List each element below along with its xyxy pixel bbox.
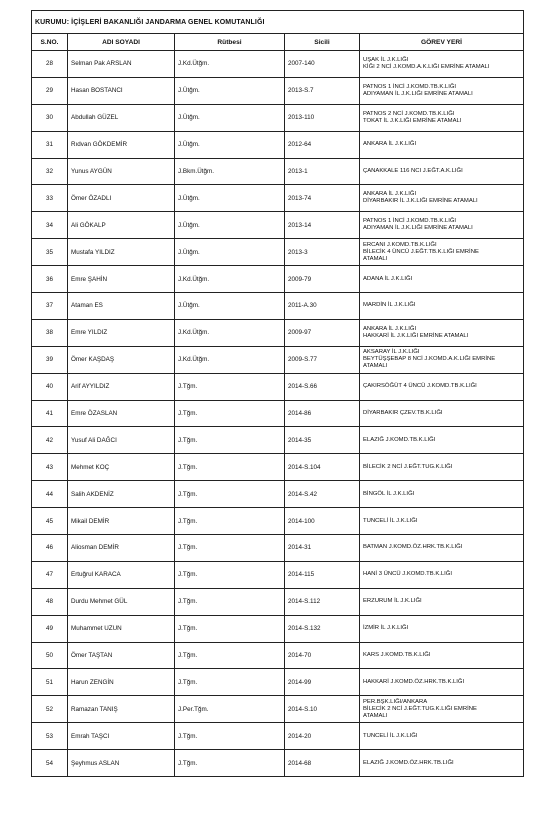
table-row — [32, 185, 524, 212]
row-name: Yusuf Ali DAĞCI — [68, 427, 175, 454]
row-sno: 40 — [32, 373, 68, 400]
row-sicil: 2014-100 — [285, 508, 360, 535]
row-name: Ertuğrul KARACA — [68, 561, 175, 588]
row-sno: 42 — [32, 427, 68, 454]
row-sicil: 2013-3 — [285, 239, 360, 266]
row-gorev-yeri — [360, 723, 524, 750]
row-rank: J.Tğm. — [175, 588, 285, 615]
gorev-yeri-line: BİLECİK 2 NCİ J.EĞT.TUG.K.LIĞI — [363, 463, 453, 470]
row-sno: 34 — [32, 212, 68, 239]
gorev-yeri-line: DİYARBAKIR ÇZEV.TB.K.LIĞI — [363, 410, 443, 417]
row-sno: 53 — [32, 723, 68, 750]
row-sno: 50 — [32, 642, 68, 669]
row-sno: 30 — [32, 104, 68, 131]
gorev-yeri-line: ADIYAMAN İL J.K.LIĞI EMRİNE ATAMALI — [363, 90, 473, 97]
row-name: Durdu Mehmet GÜL — [68, 588, 175, 615]
row-name: Ömer KAŞDAŞ — [68, 346, 175, 373]
gorev-yeri-line: ERCANI J.KOMD.TB.K.LIĞI — [363, 241, 437, 248]
row-sno: 49 — [32, 615, 68, 642]
row-name: Hasan BOSTANCI — [68, 77, 175, 104]
row-rank: J.Ütğm. — [175, 185, 285, 212]
table-row — [32, 669, 524, 696]
row-name: Salih AKDENİZ — [68, 481, 175, 508]
table-row — [32, 131, 524, 158]
row-sno: 28 — [32, 51, 68, 78]
column-header-sicil: Sicili — [285, 34, 360, 51]
row-rank: J.Tğm. — [175, 535, 285, 562]
row-gorev-yeri — [360, 696, 524, 723]
row-rank: J.Kd.Ütğm. — [175, 319, 285, 346]
row-sno: 37 — [32, 293, 68, 320]
row-rank: J.Ütğm. — [175, 212, 285, 239]
row-gorev-yeri — [360, 266, 524, 293]
row-gorev-yeri — [360, 77, 524, 104]
gorev-yeri-line: ANKARA İL J.K.LIĞI — [363, 191, 417, 198]
row-gorev-yeri — [360, 131, 524, 158]
row-gorev-yeri — [360, 400, 524, 427]
row-sicil: 2007-140 — [285, 51, 360, 78]
row-name: Emrah TAŞCI — [68, 723, 175, 750]
gorev-yeri-line: KİĞI 2 NCİ J.KOMD.A.K.LIĞI EMRİNE ATAMALI — [363, 63, 490, 70]
row-name: Abdullah GÜZEL — [68, 104, 175, 131]
gorev-yeri-line: HAKKARİ J.KOMD.ÖZ.HRK.TB.K.LIĞI — [363, 678, 465, 685]
row-rank: J.Tğm. — [175, 481, 285, 508]
row-rank: J.Bkm.Ütğm. — [175, 158, 285, 185]
row-name: Mikail DEMİR — [68, 508, 175, 535]
row-sno: 48 — [32, 588, 68, 615]
gorev-yeri-line: İZMİR İL J.K.LIĞI — [363, 625, 409, 632]
row-gorev-yeri — [360, 212, 524, 239]
row-name: Yunus AYGÜN — [68, 158, 175, 185]
row-rank: J.Tğm. — [175, 454, 285, 481]
row-gorev-yeri — [360, 104, 524, 131]
row-sno: 38 — [32, 319, 68, 346]
row-sicil: 2014-99 — [285, 669, 360, 696]
row-sno: 32 — [32, 158, 68, 185]
row-gorev-yeri — [360, 51, 524, 78]
row-name: Ali GÖKALP — [68, 212, 175, 239]
table-row — [32, 481, 524, 508]
row-name: Muhammet UZUN — [68, 615, 175, 642]
row-sicil: 2014-S.132 — [285, 615, 360, 642]
gorev-yeri-line: UŞAK İL J.K.LIĞI — [363, 56, 409, 63]
row-gorev-yeri — [360, 158, 524, 185]
row-gorev-yeri — [360, 319, 524, 346]
row-sno: 54 — [32, 750, 68, 777]
table-row — [32, 266, 524, 293]
row-gorev-yeri — [360, 750, 524, 777]
document-sheet — [31, 10, 523, 777]
row-name: Rıdvan GÖKDEMİR — [68, 131, 175, 158]
row-sno: 36 — [32, 266, 68, 293]
row-rank: J.Tğm. — [175, 427, 285, 454]
personnel-table — [31, 10, 524, 777]
row-sicil: 2014-70 — [285, 642, 360, 669]
row-name: Ömer TAŞTAN — [68, 642, 175, 669]
row-sicil: 2014-S.42 — [285, 481, 360, 508]
row-sicil: 2009-97 — [285, 319, 360, 346]
row-rank: J.Tğm. — [175, 373, 285, 400]
row-sno: 43 — [32, 454, 68, 481]
row-rank: J.Ütğm. — [175, 77, 285, 104]
row-sno: 46 — [32, 535, 68, 562]
row-name: Mustafa YILDIZ — [68, 239, 175, 266]
gorev-yeri-line: ADANA İL J.K.LIĞI — [363, 275, 413, 282]
row-sno: 33 — [32, 185, 68, 212]
row-sicil: 2013-1 — [285, 158, 360, 185]
table-row — [32, 158, 524, 185]
gorev-yeri-line: ANKARA İL J.K.LIĞI — [363, 325, 417, 332]
row-sicil: 2009-S.77 — [285, 346, 360, 373]
column-header-rank: Rütbesi — [175, 34, 285, 51]
row-gorev-yeri — [360, 293, 524, 320]
institution-title: KURUMU: İÇİŞLERİ BAKANLIĞI JANDARMA GENEL KOMUTANLIĞI — [32, 11, 524, 34]
row-sno: 51 — [32, 669, 68, 696]
row-gorev-yeri — [360, 642, 524, 669]
table-row — [32, 750, 524, 777]
table-row — [32, 696, 524, 723]
row-sicil: 2013-74 — [285, 185, 360, 212]
gorev-yeri-line: ELAZIĞ J.KOMD.ÖZ.HRK.TB.LIĞI — [363, 759, 454, 766]
row-sicil: 2011-A.30 — [285, 293, 360, 320]
row-sno: 41 — [32, 400, 68, 427]
row-sno: 35 — [32, 239, 68, 266]
row-rank: J.Tğm. — [175, 750, 285, 777]
row-gorev-yeri — [360, 561, 524, 588]
table-row — [32, 561, 524, 588]
row-sicil: 2014-S.112 — [285, 588, 360, 615]
row-sicil: 2014-S.10 — [285, 696, 360, 723]
row-rank: J.Tğm. — [175, 561, 285, 588]
table-row — [32, 104, 524, 131]
gorev-yeri-line: DİYARBAKIR İL J.K.LIĞI EMRİNE ATAMALI — [363, 198, 478, 205]
row-sicil: 2014-S.66 — [285, 373, 360, 400]
table-row — [32, 723, 524, 750]
row-name: Emre ŞAHİN — [68, 266, 175, 293]
gorev-yeri-line: ATAMALI — [363, 255, 388, 262]
table-row — [32, 212, 524, 239]
gorev-yeri-line: HANİ 3 ÜNCÜ J.KOMD.TB.K.LIĞI — [363, 571, 453, 578]
row-gorev-yeri — [360, 427, 524, 454]
row-name: Ramazan TANIŞ — [68, 696, 175, 723]
gorev-yeri-line: TUNCELİ İL J.K.LIĞI — [363, 517, 418, 524]
row-name: Harun ZENGİN — [68, 669, 175, 696]
table-row — [32, 319, 524, 346]
row-rank: J.Tğm. — [175, 723, 285, 750]
gorev-yeri-line: ÇAKIRSÖĞÜT 4 ÜNCÜ J.KOMD.TB.K.LIĞI — [363, 383, 477, 390]
row-name: Arif AYYILDIZ — [68, 373, 175, 400]
gorev-yeri-line: PATNOS 1 İNCİ J.KOMD.TB.K.LIĞI — [363, 218, 457, 225]
gorev-yeri-line: BATMAN J.KOMD.ÖZ.HRK.TB.K.LIĞI — [363, 544, 463, 551]
row-rank: J.Ütğm. — [175, 131, 285, 158]
gorev-yeri-line: KARS J.KOMD.TB.K.LIĞI — [363, 652, 431, 659]
row-gorev-yeri — [360, 454, 524, 481]
row-sicil: 2014-S.104 — [285, 454, 360, 481]
row-sno: 29 — [32, 77, 68, 104]
row-sno: 31 — [32, 131, 68, 158]
gorev-yeri-line: MARDİN İL J.K.LIĞI — [363, 302, 416, 309]
row-rank: J.Tğm. — [175, 400, 285, 427]
row-sno: 45 — [32, 508, 68, 535]
row-sno: 39 — [32, 346, 68, 373]
row-rank: J.Ütğm. — [175, 293, 285, 320]
gorev-yeri-line: PATNOS 2 NCİ J.KOMD.TB.K.LIĞI — [363, 110, 455, 117]
table-row — [32, 51, 524, 78]
row-rank: J.Tğm. — [175, 508, 285, 535]
row-rank: J.Kd.Ütğm. — [175, 346, 285, 373]
gorev-yeri-line: TUNCELİ İL J.K.LIĞI — [363, 732, 418, 739]
row-gorev-yeri — [360, 346, 524, 373]
row-sicil: 2014-86 — [285, 400, 360, 427]
column-header-sno: S.NO. — [32, 34, 68, 51]
row-gorev-yeri — [360, 481, 524, 508]
row-sno: 47 — [32, 561, 68, 588]
row-gorev-yeri — [360, 588, 524, 615]
row-sno: 44 — [32, 481, 68, 508]
row-sicil: 2014-20 — [285, 723, 360, 750]
row-name: Mehmet KOÇ — [68, 454, 175, 481]
table-row — [32, 588, 524, 615]
row-sicil: 2014-68 — [285, 750, 360, 777]
row-sicil: 2013-S.7 — [285, 77, 360, 104]
gorev-yeri-line: AKSARAY İL J.K.LIĞI — [363, 349, 420, 356]
row-gorev-yeri — [360, 535, 524, 562]
gorev-yeri-line: BEYTÜŞŞEBAP 8 NCİ J.KOMD.A.K.LIĞI EMRİNE — [363, 356, 496, 363]
gorev-yeri-line: BİLECİK 2 NCİ J.EĞT.TUG.K.LIĞI EMRİNE — [363, 705, 477, 712]
row-rank: J.Tğm. — [175, 642, 285, 669]
table-row — [32, 535, 524, 562]
row-sicil: 2014-115 — [285, 561, 360, 588]
table-row — [32, 642, 524, 669]
header-row — [32, 34, 524, 51]
row-sno: 52 — [32, 696, 68, 723]
gorev-yeri-line: TOKAT İL J.K.LIĞI EMRİNE ATAMALI — [363, 117, 462, 124]
row-sicil: 2009-79 — [285, 266, 360, 293]
table-row — [32, 293, 524, 320]
gorev-yeri-line: PER.BŞK.LIĞI/ANKARA — [363, 698, 428, 705]
row-rank: J.Kd.Ütğm. — [175, 51, 285, 78]
row-rank: J.Kd.Ütğm. — [175, 266, 285, 293]
row-sicil: 2014-35 — [285, 427, 360, 454]
gorev-yeri-line: ERZURUM İL J.K.LIĞI — [363, 598, 422, 605]
row-name: Aliosman DEMİR — [68, 535, 175, 562]
column-header-gorev-yeri: GÖREV YERİ — [360, 34, 524, 51]
gorev-yeri-line: PATNOS 1 İNCİ J.KOMD.TB.K.LIĞI — [363, 83, 457, 90]
row-sicil: 2012-64 — [285, 131, 360, 158]
row-sicil: 2014-31 — [285, 535, 360, 562]
gorev-yeri-line: ELAZIĞ J.KOMD.TB.K.LIĞI — [363, 436, 436, 443]
table-row — [32, 346, 524, 373]
table-row — [32, 373, 524, 400]
table-row — [32, 508, 524, 535]
row-rank: J.Tğm. — [175, 669, 285, 696]
institution-row — [32, 11, 524, 34]
row-rank: J.Per.Tğm. — [175, 696, 285, 723]
table-row — [32, 454, 524, 481]
row-name: Ataman ES — [68, 293, 175, 320]
gorev-yeri-line: ADIYAMAN İL J.K.LIĞI EMRİNE ATAMALI — [363, 225, 473, 232]
gorev-yeri-line: ÇANAKKALE 116 NCI J.EĞT.A.K.LIĞI — [363, 168, 463, 174]
row-gorev-yeri — [360, 508, 524, 535]
table-row — [32, 77, 524, 104]
row-gorev-yeri — [360, 239, 524, 266]
row-gorev-yeri — [360, 185, 524, 212]
row-name: Şeyhmus ASLAN — [68, 750, 175, 777]
row-gorev-yeri — [360, 669, 524, 696]
gorev-yeri-line: BİLECİK 4 ÜNCÜ J.EĞT.TB.K.LIĞI EMRİNE — [363, 248, 479, 255]
row-name: Ömer ÖZADLI — [68, 185, 175, 212]
gorev-yeri-line: ATAMALI — [363, 363, 388, 370]
row-sicil: 2013-14 — [285, 212, 360, 239]
row-gorev-yeri — [360, 615, 524, 642]
row-rank: J.Ütğm. — [175, 104, 285, 131]
table-row — [32, 400, 524, 427]
row-rank: J.Ütğm. — [175, 239, 285, 266]
table-row — [32, 427, 524, 454]
gorev-yeri-line: BİNGÖL İL J.K.LIĞI — [363, 490, 415, 497]
row-sicil: 2013-110 — [285, 104, 360, 131]
gorev-yeri-line: ATAMALI — [363, 712, 388, 719]
column-header-name: ADI SOYADI — [68, 34, 175, 51]
gorev-yeri-line: ANKARA İL J.K.LIĞI — [363, 141, 417, 148]
row-name: Emre YILDIZ — [68, 319, 175, 346]
row-rank: J.Tğm. — [175, 615, 285, 642]
table-row — [32, 615, 524, 642]
row-name: Selman Pak ARSLAN — [68, 51, 175, 78]
row-gorev-yeri — [360, 373, 524, 400]
table-row — [32, 239, 524, 266]
row-name: Emre ÖZASLAN — [68, 400, 175, 427]
gorev-yeri-line: HAKKARİ İL J.K.LIĞI EMRİNE ATAMALI — [363, 332, 469, 339]
